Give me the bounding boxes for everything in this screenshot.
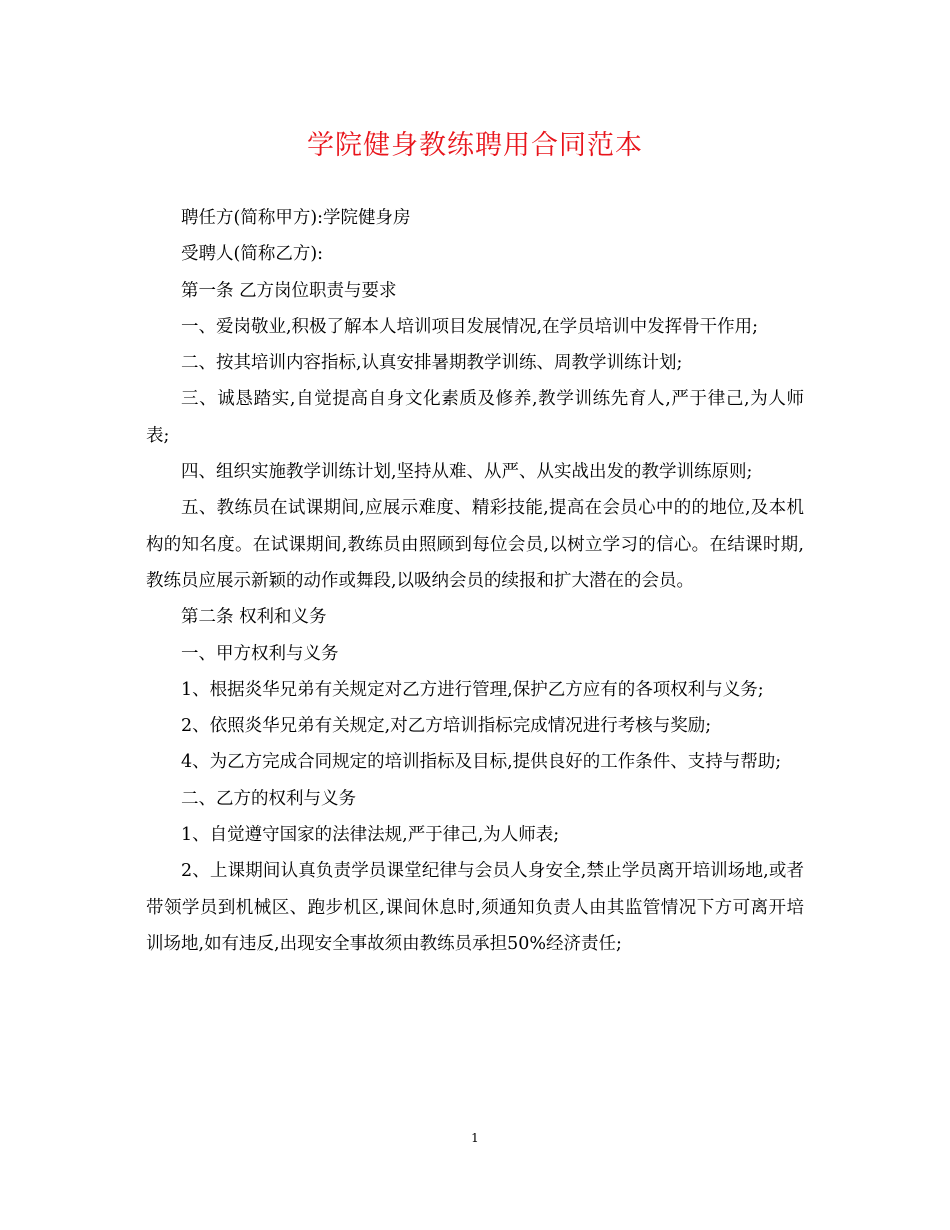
article-2-heading: 第二条 权利和义务 [181, 607, 327, 628]
article-1-item-4: 四、组织实施教学训练计划,坚持从难、从严、从实战出发的教学训练原则; [181, 462, 753, 483]
document-title: 学院健身教练聘用合同范本 [307, 130, 643, 161]
article-1-item-3: 三、诚恳踏实,自觉提高自身文化素质及修养,教学训练先育人,严于律己,为人师表; [146, 389, 804, 446]
article-1-heading: 第一条 乙方岗位职责与要求 [181, 280, 397, 301]
article-1-item-2: 二、按其培训内容指标,认真安排暑期教学训练、周教学训练计划; [181, 353, 683, 374]
page-number: 1 [471, 1131, 479, 1145]
party-a-rights-heading: 一、甲方权利与义务 [181, 643, 339, 664]
party-b-rights-item-1: 1、自觉遵守国家的法律法规,严于律己,为人师表; [181, 825, 560, 846]
party-b-line: 受聘人(简称乙方): [181, 244, 324, 265]
party-a-rights-item-1: 1、根据炎华兄弟有关规定对乙方进行管理,保护乙方应有的各项权利与义务; [181, 679, 764, 700]
party-a-line: 聘任方(简称甲方):学院健身房 [181, 208, 411, 228]
article-1-item-5: 五、教练员在试课期间,应展示难度、精彩技能,提高在会员心中的的地位,及本机构的知名度。在试课期间,教练员由照顾到每位会员,以树立学习的信心。在结课时期,教练员应展示新颖的动作或舞段,以吸纳会员的续报和扩大潜在的会员。 [146, 498, 804, 591]
party-a-rights-item-2: 2、依照炎华兄弟有关规定,对乙方培训指标完成情况进行考核与奖励; [181, 716, 712, 737]
party-b-rights-item-2: 2、上课期间认真负责学员课堂纪律与会员人身安全,禁止学员离开培训场地,或者带领学员到机械区、跑步机区,课间休息时,须通知负责人由其监管情况下方可离开培训场地,如有违反,出现安全事故须由教练员承担50%经济责任; [146, 861, 804, 954]
party-b-rights-heading: 二、乙方的权利与义务 [181, 788, 356, 809]
party-a-rights-item-4: 4、为乙方完成合同规定的培训指标及目标,提供良好的工作条件、支持与帮助; [181, 752, 782, 773]
document-body [146, 200, 804, 962]
article-1-item-1: 一、爱岗敬业,积极了解本人培训项目发展情况,在学员培训中发挥骨干作用; [181, 316, 759, 337]
